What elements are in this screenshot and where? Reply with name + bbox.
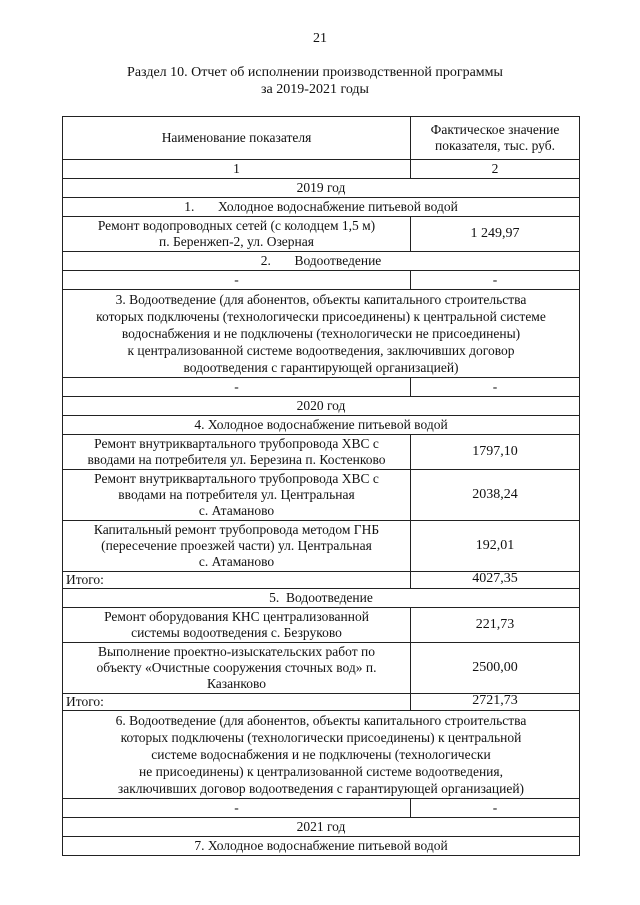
total-row — [63, 572, 580, 589]
section-row — [63, 416, 580, 435]
section-row — [63, 198, 580, 217]
row-value: 1 249,97 — [411, 217, 580, 252]
row-value: 192,01 — [411, 521, 580, 572]
table-row — [63, 271, 580, 290]
table-row — [63, 643, 580, 694]
page-number: 21 — [313, 31, 327, 46]
row-name: Ремонт водопроводных сетей (с колодцем 1,5 м) п. Беренжеп-2, ул. Озерная — [63, 217, 411, 252]
table-row — [63, 521, 580, 572]
section-6-heading: 6. Водоотведение (для абонентов, объекты капитального строительства которых подключены (технологически присоединены) к центральной системе водоснабжения и не подключены (технологически не присоединены) к централизованной системе водоотведения, заключивших договор водоотведения с гарантирующей организацией) — [63, 711, 580, 799]
section-7-heading: 7. Холодное водоснабжение питьевой водой — [63, 837, 580, 856]
section-3-heading: 3. Водоотведение (для абонентов, объекты капитального строительства которых подключены (технологически присоединены) к центральной системе водоснабжения и не подключены (технологически не присоединены) к централизованной системе водоотведения, заключивших договор водоотведения с гарантирующей организацией) — [63, 290, 580, 378]
section-title — [60, 64, 570, 98]
total-value: 4027,35 — [411, 572, 580, 589]
table-row — [63, 470, 580, 521]
year-2020-label: 2020 год — [63, 397, 580, 416]
table-row — [63, 217, 580, 252]
column-number-2: 2 — [411, 160, 580, 179]
section-row — [63, 290, 580, 378]
row-name: - — [63, 799, 411, 818]
section-row — [63, 711, 580, 799]
year-row — [63, 818, 580, 837]
header-col-value: Фактическое значение показателя, тыс. руб. — [411, 117, 580, 160]
table-row — [63, 608, 580, 643]
year-2021-label: 2021 год — [63, 818, 580, 837]
row-name: - — [63, 271, 411, 290]
row-name: Ремонт оборудования КНС централизованной системы водоотведения с. Безруково — [63, 608, 411, 643]
row-value: - — [411, 378, 580, 397]
total-row — [63, 694, 580, 711]
table-row — [63, 435, 580, 470]
section-5-heading: 5. Водоотведение — [63, 589, 580, 608]
total-label: Итого: — [63, 694, 411, 711]
row-value: - — [411, 271, 580, 290]
section-row — [63, 589, 580, 608]
column-number-row — [63, 160, 580, 179]
total-value: 2721,73 — [411, 694, 580, 711]
table-row — [63, 799, 580, 818]
year-row — [63, 179, 580, 198]
row-value: 2038,24 — [411, 470, 580, 521]
row-value: 2500,00 — [411, 643, 580, 694]
title-line-2: за 2019-2021 годы — [261, 82, 369, 97]
row-name: Ремонт внутриквартального трубопровода ХВС с вводами на потребителя ул. Березина п. Костенково — [63, 435, 411, 470]
column-number-1: 1 — [63, 160, 411, 179]
row-value: - — [411, 799, 580, 818]
section-1-heading: 1. Холодное водоснабжение питьевой водой — [63, 198, 580, 217]
report-table — [62, 116, 580, 856]
row-value: 221,73 — [411, 608, 580, 643]
header-col-name: Наименование показателя — [63, 117, 411, 160]
section-row — [63, 252, 580, 271]
section-row — [63, 837, 580, 856]
row-name: Капитальный ремонт трубопровода методом ГНБ (пересечение проезжей части) ул. Центральная с. Атаманово — [63, 521, 411, 572]
row-name: Выполнение проектно-изыскательских работ по объекту «Очистные сооружения сточных вод» п. Казанково — [63, 643, 411, 694]
table-row — [63, 378, 580, 397]
total-label: Итого: — [63, 572, 411, 589]
header-row — [63, 117, 580, 160]
year-row — [63, 397, 580, 416]
year-2019-label: 2019 год — [63, 179, 580, 198]
section-2-heading: 2. Водоотведение — [63, 252, 580, 271]
row-name: Ремонт внутриквартального трубопровода ХВС с вводами на потребителя ул. Центральная с. Атаманово — [63, 470, 411, 521]
row-name: - — [63, 378, 411, 397]
title-line-1: Раздел 10. Отчет об исполнении производственной программы — [127, 65, 503, 80]
row-value: 1797,10 — [411, 435, 580, 470]
section-4-heading: 4. Холодное водоснабжение питьевой водой — [63, 416, 580, 435]
